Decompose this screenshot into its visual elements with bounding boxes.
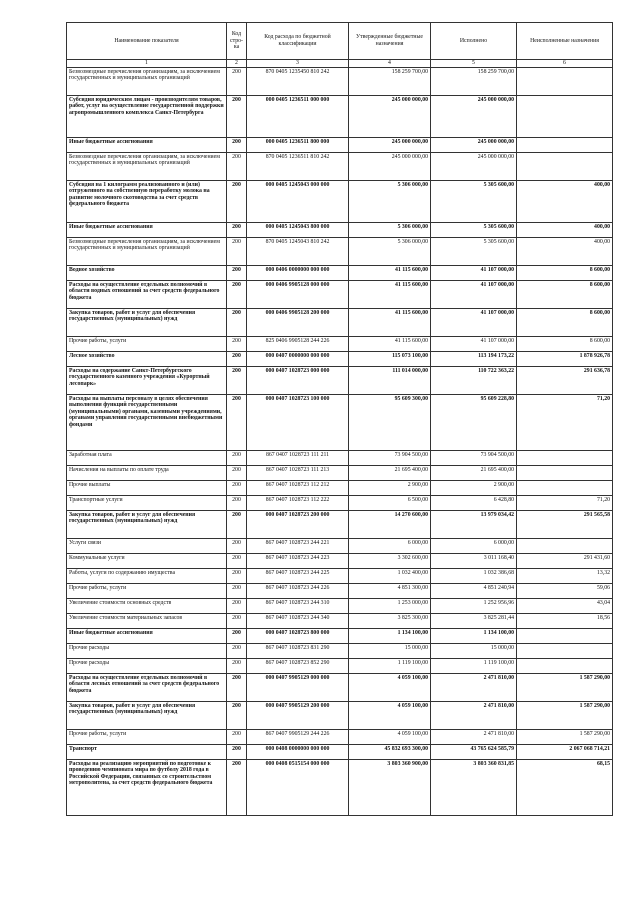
row-approved: 3 825 300,00	[349, 613, 431, 628]
row-unexecuted	[517, 137, 613, 152]
row-budget-code: 000 0407 1028723 000 000	[247, 366, 349, 394]
header-line-code: Код стро-ка	[227, 23, 247, 60]
row-budget-code: 870 0405 1236511 810 242	[247, 152, 349, 180]
table-row	[67, 237, 613, 265]
row-name: Расходы на выплаты персоналу в целях обеспечения выполнения функций государственными (муниципальными) органами, казенными учреждениями, органами управления государственными внебюджетными фондами	[67, 394, 227, 450]
row-executed: 95 609 228,80	[431, 394, 517, 450]
row-unexecuted	[517, 643, 613, 658]
row-unexecuted: 8 600,00	[517, 336, 613, 351]
row-executed: 41 107 000,00	[431, 280, 517, 308]
row-unexecuted: 8 600,00	[517, 280, 613, 308]
row-approved: 4 059 100,00	[349, 701, 431, 729]
row-executed: 245 000 000,00	[431, 95, 517, 137]
row-name: Закупка товаров, работ и услуг для обеспечения государственных (муниципальных) нужд	[67, 510, 227, 538]
row-name: Расходы на осуществление отдельных полномочий в области лесных отношений за счет средств федерального бюджета	[67, 673, 227, 701]
row-unexecuted: 68,15	[517, 759, 613, 815]
row-budget-code: 000 0407 1028723 200 000	[247, 510, 349, 538]
row-executed: 110 722 363,22	[431, 366, 517, 394]
row-budget-code: 867 0407 1028723 112 222	[247, 495, 349, 510]
row-approved: 4 851 300,00	[349, 583, 431, 598]
row-executed: 5 305 600,00	[431, 180, 517, 222]
table-row	[67, 759, 613, 815]
row-unexecuted: 1 587 290,00	[517, 729, 613, 744]
row-line-code: 200	[227, 137, 247, 152]
row-budget-code: 000 0405 1245043 800 000	[247, 222, 349, 237]
row-budget-code: 825 0406 9905128 244 226	[247, 336, 349, 351]
row-name: Водное хозяйство	[67, 265, 227, 280]
row-approved: 15 000,00	[349, 643, 431, 658]
row-budget-code: 000 0405 1236511 800 000	[247, 137, 349, 152]
row-executed: 3 825 281,44	[431, 613, 517, 628]
row-line-code: 200	[227, 152, 247, 180]
row-approved: 6 000,00	[349, 538, 431, 553]
table-row	[67, 465, 613, 480]
row-name: Закупка товаров, работ и услуг для обеспечения государственных (муниципальных) нужд	[67, 308, 227, 336]
table-row	[67, 351, 613, 366]
row-unexecuted: 2 067 068 714,21	[517, 744, 613, 759]
row-approved: 5 306 000,00	[349, 222, 431, 237]
row-executed: 113 194 173,22	[431, 351, 517, 366]
row-line-code: 200	[227, 583, 247, 598]
row-name: Безвозмездные перечисления организациям, за исключением государственных и муниципальных организаций	[67, 152, 227, 180]
table-row	[67, 336, 613, 351]
table-row	[67, 366, 613, 394]
row-unexecuted: 1 587 290,00	[517, 701, 613, 729]
row-budget-code: 000 0407 0000000 000 000	[247, 351, 349, 366]
row-approved: 111 014 000,00	[349, 366, 431, 394]
row-approved: 1 134 100,00	[349, 628, 431, 643]
row-approved: 245 000 000,00	[349, 95, 431, 137]
row-name: Иные бюджетные ассигнования	[67, 137, 227, 152]
row-budget-code: 000 0408 0515154 000 000	[247, 759, 349, 815]
row-budget-code: 000 0406 9905128 200 000	[247, 308, 349, 336]
row-unexecuted: 8 600,00	[517, 308, 613, 336]
row-unexecuted	[517, 480, 613, 495]
row-line-code: 200	[227, 568, 247, 583]
row-line-code: 200	[227, 658, 247, 673]
row-unexecuted: 291 431,60	[517, 553, 613, 568]
row-name: Прочие расходы	[67, 643, 227, 658]
column-number: 3	[247, 60, 349, 68]
row-approved: 41 115 600,00	[349, 280, 431, 308]
row-line-code: 200	[227, 480, 247, 495]
row-name: Лесное хозяйство	[67, 351, 227, 366]
column-number: 1	[67, 60, 227, 68]
row-approved: 21 695 400,00	[349, 465, 431, 480]
row-line-code: 200	[227, 510, 247, 538]
row-line-code: 200	[227, 759, 247, 815]
row-unexecuted: 71,20	[517, 495, 613, 510]
header-unexecuted: Неисполненные назначения	[517, 23, 613, 60]
table-row	[67, 394, 613, 450]
row-name: Иные бюджетные ассигнования	[67, 222, 227, 237]
row-name: Работы, услуги по содержанию имущества	[67, 568, 227, 583]
row-approved: 5 306 000,00	[349, 237, 431, 265]
row-executed: 158 259 700,00	[431, 67, 517, 95]
row-unexecuted: 1 587 290,00	[517, 673, 613, 701]
row-approved: 14 270 600,00	[349, 510, 431, 538]
row-approved: 245 000 000,00	[349, 137, 431, 152]
row-executed: 41 107 000,00	[431, 336, 517, 351]
row-name: Безвозмездные перечисления организациям, за исключением государственных и муниципальных организаций	[67, 67, 227, 95]
row-line-code: 200	[227, 95, 247, 137]
row-executed: 5 305 600,00	[431, 237, 517, 265]
row-approved: 1 032 400,00	[349, 568, 431, 583]
row-budget-code: 867 0407 1028723 831 290	[247, 643, 349, 658]
row-unexecuted	[517, 95, 613, 137]
row-executed: 5 305 600,00	[431, 222, 517, 237]
row-unexecuted: 8 600,00	[517, 265, 613, 280]
row-budget-code: 867 0407 1028723 112 212	[247, 480, 349, 495]
table-row	[67, 643, 613, 658]
row-name: Субсидия на 1 килограмм реализованного и (или) отгруженного на собственную переработку молока на развитие молочного скотоводства за счет средств федерального бюджета	[67, 180, 227, 222]
row-line-code: 200	[227, 180, 247, 222]
header-name: Наименование показателя	[67, 23, 227, 60]
row-unexecuted	[517, 628, 613, 643]
row-budget-code: 867 0407 1028723 244 340	[247, 613, 349, 628]
column-number: 5	[431, 60, 517, 68]
row-name: Закупка товаров, работ и услуг для обеспечения государственных (муниципальных) нужд	[67, 701, 227, 729]
row-line-code: 200	[227, 495, 247, 510]
row-budget-code: 000 0407 1028723 800 000	[247, 628, 349, 643]
row-budget-code: 000 0406 9905128 000 000	[247, 280, 349, 308]
row-line-code: 200	[227, 701, 247, 729]
row-name: Коммунальные услуги	[67, 553, 227, 568]
row-unexecuted: 400,00	[517, 222, 613, 237]
table-row	[67, 510, 613, 538]
row-executed: 245 000 000,00	[431, 137, 517, 152]
row-executed: 1 032 386,68	[431, 568, 517, 583]
row-approved: 73 904 500,00	[349, 450, 431, 465]
row-line-code: 200	[227, 308, 247, 336]
row-name: Иные бюджетные ассигнования	[67, 628, 227, 643]
row-name: Увеличение стоимости основных средств	[67, 598, 227, 613]
row-budget-code: 867 0407 1028723 244 221	[247, 538, 349, 553]
table-row	[67, 265, 613, 280]
row-executed: 21 695 400,00	[431, 465, 517, 480]
table-row	[67, 137, 613, 152]
row-unexecuted: 291 636,78	[517, 366, 613, 394]
row-name: Начисления на выплаты по оплате труда	[67, 465, 227, 480]
table-header-row	[67, 23, 613, 60]
row-budget-code: 000 0406 0000000 000 000	[247, 265, 349, 280]
table-row	[67, 67, 613, 95]
row-budget-code: 867 0407 1028723 852 290	[247, 658, 349, 673]
header-approved: Утвержденные бюджетные назначения	[349, 23, 431, 60]
row-executed: 3 011 168,40	[431, 553, 517, 568]
row-approved: 45 832 693 300,00	[349, 744, 431, 759]
row-budget-code: 867 0407 1028723 111 213	[247, 465, 349, 480]
row-line-code: 200	[227, 237, 247, 265]
row-executed: 6 428,80	[431, 495, 517, 510]
row-approved: 6 500,00	[349, 495, 431, 510]
row-budget-code: 867 0407 1028723 244 223	[247, 553, 349, 568]
row-executed: 245 000 000,00	[431, 152, 517, 180]
row-name: Прочие работы, услуги	[67, 729, 227, 744]
table-row	[67, 729, 613, 744]
row-unexecuted	[517, 152, 613, 180]
row-line-code: 200	[227, 366, 247, 394]
row-approved: 41 115 600,00	[349, 336, 431, 351]
table-row	[67, 280, 613, 308]
row-unexecuted	[517, 658, 613, 673]
row-approved: 1 119 100,00	[349, 658, 431, 673]
row-approved: 158 259 700,00	[349, 67, 431, 95]
row-line-code: 200	[227, 67, 247, 95]
row-unexecuted: 18,56	[517, 613, 613, 628]
row-line-code: 200	[227, 613, 247, 628]
row-approved: 1 253 000,00	[349, 598, 431, 613]
row-executed: 13 979 034,42	[431, 510, 517, 538]
row-executed: 2 471 810,00	[431, 701, 517, 729]
table-row	[67, 598, 613, 613]
table-row	[67, 495, 613, 510]
row-unexecuted	[517, 67, 613, 95]
table-row	[67, 180, 613, 222]
header-executed: Исполнено	[431, 23, 517, 60]
table-row	[67, 450, 613, 465]
table-body	[67, 67, 613, 815]
row-line-code: 200	[227, 553, 247, 568]
row-unexecuted: 13,32	[517, 568, 613, 583]
row-line-code: 200	[227, 280, 247, 308]
row-line-code: 200	[227, 744, 247, 759]
row-line-code: 200	[227, 265, 247, 280]
row-budget-code: 870 0405 1235450 810 242	[247, 67, 349, 95]
row-budget-code: 867 0407 1028723 244 225	[247, 568, 349, 583]
row-executed: 6 000,00	[431, 538, 517, 553]
row-executed: 15 000,00	[431, 643, 517, 658]
row-name: Расходы на содержание Санкт-Петербургского государственного казенного учреждения «Курортный лесопарк»	[67, 366, 227, 394]
row-executed: 41 107 000,00	[431, 308, 517, 336]
table-row	[67, 222, 613, 237]
table-row	[67, 152, 613, 180]
row-executed: 41 107 000,00	[431, 265, 517, 280]
row-approved: 3 803 360 900,00	[349, 759, 431, 815]
row-line-code: 200	[227, 336, 247, 351]
row-line-code: 200	[227, 394, 247, 450]
row-executed: 1 134 100,00	[431, 628, 517, 643]
table-row	[67, 658, 613, 673]
row-line-code: 200	[227, 673, 247, 701]
row-budget-code: 000 0407 9905129 200 000	[247, 701, 349, 729]
header-budget-code: Код расхода по бюджетной классификации	[247, 23, 349, 60]
table-row	[67, 95, 613, 137]
row-budget-code: 867 0407 9905129 244 226	[247, 729, 349, 744]
row-budget-code: 000 0405 1245043 000 000	[247, 180, 349, 222]
row-name: Прочие работы, услуги	[67, 336, 227, 351]
row-line-code: 200	[227, 598, 247, 613]
row-approved: 4 059 100,00	[349, 729, 431, 744]
row-name: Заработная плата	[67, 450, 227, 465]
row-unexecuted: 400,00	[517, 180, 613, 222]
table-row	[67, 568, 613, 583]
row-approved: 115 073 100,00	[349, 351, 431, 366]
table-row	[67, 701, 613, 729]
row-unexecuted: 400,00	[517, 237, 613, 265]
row-line-code: 200	[227, 538, 247, 553]
row-executed: 2 471 810,00	[431, 673, 517, 701]
row-line-code: 200	[227, 450, 247, 465]
row-line-code: 200	[227, 729, 247, 744]
row-approved: 95 609 300,00	[349, 394, 431, 450]
row-approved: 41 115 600,00	[349, 308, 431, 336]
row-approved: 41 115 600,00	[349, 265, 431, 280]
table-row	[67, 628, 613, 643]
column-number-row	[67, 60, 613, 68]
row-name: Субсидия юридическим лицам - производителям товаров, работ, услуг на осуществление государственной поддержки агропромышленного комплекса Санкт-Петербурга	[67, 95, 227, 137]
row-unexecuted: 291 565,58	[517, 510, 613, 538]
row-line-code: 200	[227, 351, 247, 366]
row-budget-code: 000 0405 1236511 000 000	[247, 95, 349, 137]
row-budget-code: 867 0407 1028723 244 310	[247, 598, 349, 613]
row-executed: 43 765 624 585,79	[431, 744, 517, 759]
table-row	[67, 613, 613, 628]
row-approved: 4 059 100,00	[349, 673, 431, 701]
table-row	[67, 744, 613, 759]
row-budget-code: 867 0407 1028723 244 226	[247, 583, 349, 598]
row-unexecuted	[517, 538, 613, 553]
row-name: Расходы на осуществление отдельных полномочий в области водных отношений за счет средств федерального бюджета	[67, 280, 227, 308]
column-number: 6	[517, 60, 613, 68]
row-unexecuted: 71,20	[517, 394, 613, 450]
row-line-code: 200	[227, 222, 247, 237]
row-unexecuted: 1 878 926,78	[517, 351, 613, 366]
row-name: Транспорт	[67, 744, 227, 759]
row-executed: 1 119 100,00	[431, 658, 517, 673]
row-line-code: 200	[227, 628, 247, 643]
column-number: 2	[227, 60, 247, 68]
row-unexecuted	[517, 450, 613, 465]
row-executed: 2 471 810,00	[431, 729, 517, 744]
row-approved: 3 302 600,00	[349, 553, 431, 568]
row-name: Прочие выплаты	[67, 480, 227, 495]
row-name: Транспортные услуги	[67, 495, 227, 510]
row-name: Прочие работы, услуги	[67, 583, 227, 598]
row-unexecuted: 43,04	[517, 598, 613, 613]
row-approved: 245 000 000,00	[349, 152, 431, 180]
row-budget-code: 867 0407 1028723 111 211	[247, 450, 349, 465]
row-executed: 3 803 360 831,85	[431, 759, 517, 815]
table-row	[67, 673, 613, 701]
table-row	[67, 583, 613, 598]
row-budget-code: 000 0407 9905129 000 000	[247, 673, 349, 701]
row-budget-code: 000 0408 0000000 000 000	[247, 744, 349, 759]
row-line-code: 200	[227, 643, 247, 658]
budget-execution-table	[66, 22, 613, 816]
column-number: 4	[349, 60, 431, 68]
row-executed: 4 851 240,94	[431, 583, 517, 598]
budget-report-page	[66, 22, 612, 816]
row-executed: 2 900,00	[431, 480, 517, 495]
row-budget-code: 870 0405 1245043 810 242	[247, 237, 349, 265]
row-unexecuted	[517, 465, 613, 480]
row-name: Увеличение стоимости материальных запасов	[67, 613, 227, 628]
table-row	[67, 538, 613, 553]
row-executed: 1 252 956,96	[431, 598, 517, 613]
row-name: Безвозмездные перечисления организациям, за исключением государственных и муниципальных организаций	[67, 237, 227, 265]
row-line-code: 200	[227, 465, 247, 480]
row-name: Услуги связи	[67, 538, 227, 553]
row-approved: 5 306 000,00	[349, 180, 431, 222]
row-budget-code: 000 0407 1028723 100 000	[247, 394, 349, 450]
row-executed: 73 904 500,00	[431, 450, 517, 465]
table-row	[67, 553, 613, 568]
table-row	[67, 480, 613, 495]
row-unexecuted: 59,06	[517, 583, 613, 598]
row-approved: 2 900,00	[349, 480, 431, 495]
row-name: Расходы на реализацию мероприятий по подготовке к проведению чемпионата мира по футболу 2018 года в Российской Федерации, связанных со строительством метрополитена, за счет средств федерального бюджета	[67, 759, 227, 815]
table-row	[67, 308, 613, 336]
row-name: Прочие расходы	[67, 658, 227, 673]
